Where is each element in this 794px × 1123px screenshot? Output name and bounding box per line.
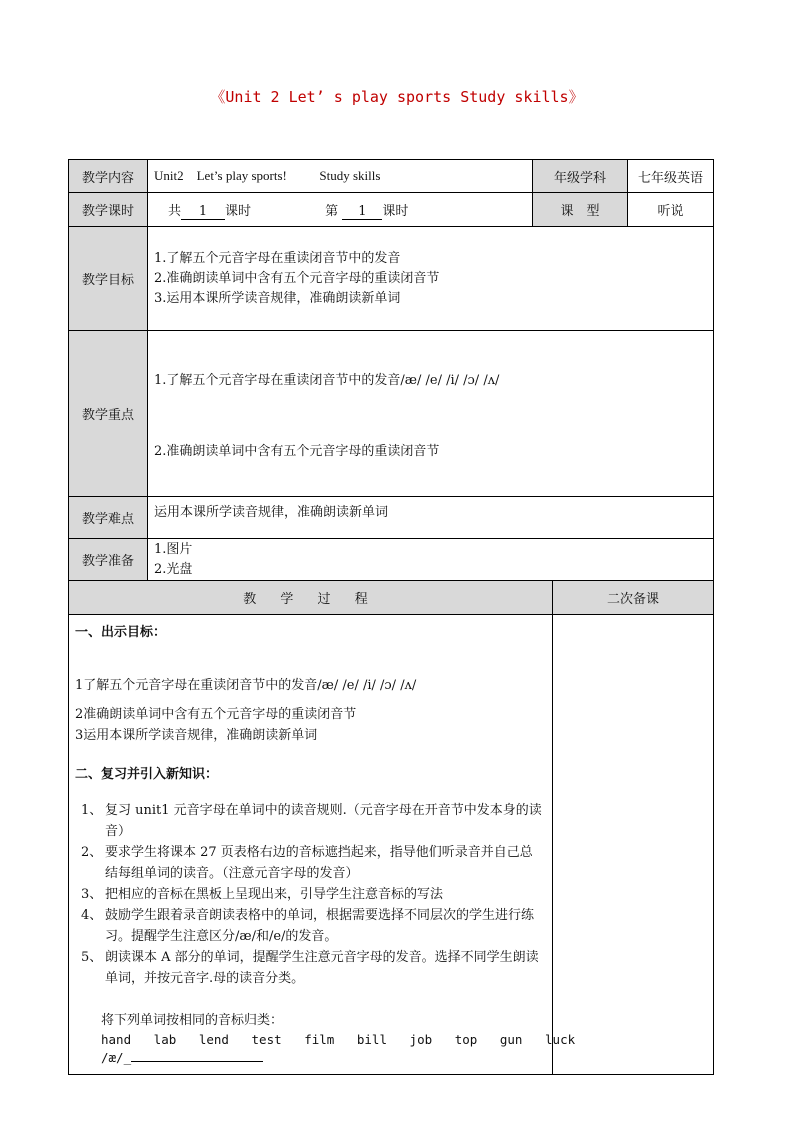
prep-item: 1.图片 (154, 541, 193, 557)
step-item: 2、 要求学生将课本 27 页表格右边的音标遮挡起来，指导他们听录音并自己总结每组单词的读音。（注意元音字母的发音） (81, 845, 533, 881)
prep-label: 教学准备 (69, 539, 148, 581)
grade-value: 七年级英语 (628, 160, 714, 193)
difficulty-label: 教学难点 (69, 497, 148, 539)
prep-item: 2.光盘 (154, 561, 193, 577)
row-prep (69, 539, 714, 581)
section1-title: 一、出示目标： (75, 625, 167, 640)
hours-index-suffix: 课时 (382, 203, 409, 219)
answer-blank[interactable] (131, 1049, 263, 1062)
type-label: 课 型 (533, 193, 628, 227)
second-prep-body (553, 615, 714, 1075)
step-item: 5、 朗读课本 A 部分的单词，提醒学生注意元音字母的发音。选择不同学生朗读单词，并按元音字.母的读音分类。 (81, 950, 539, 986)
content-label: 教学内容 (69, 160, 148, 193)
hours-index: 1 (342, 204, 382, 220)
row-goals (69, 227, 714, 331)
goals-label: 教学目标 (69, 227, 148, 331)
step-item: 3、 把相应的音标在黑板上呈现出来，引导学生注意音标的写法 (81, 887, 444, 902)
document-title: 《Unit 2 Let’ s play sports Study skills》 (210, 88, 584, 106)
row-hours (69, 193, 714, 227)
process-body (69, 615, 576, 1075)
hours-value (148, 193, 533, 227)
key-point: 1.了解五个元音字母在重读闭音节中的发音/æ/ /e/ /i/ /ɔ/ /ʌ/ (154, 372, 500, 388)
key-label: 教学重点 (69, 331, 148, 497)
row-process-body (69, 615, 714, 1075)
difficulty-value: 运用本课所学读音规律，准确朗读新单词 (148, 497, 714, 539)
hours-total: 1 (181, 204, 225, 220)
row-difficulty (69, 497, 714, 539)
goals-list (148, 227, 714, 331)
goal-item: 3.运用本课所学读音规律，准确朗读新单词 (154, 290, 401, 306)
second-prep-header: 二次备课 (553, 581, 714, 615)
exercise-blank: /æ/_ (75, 1049, 548, 1065)
exercise-words: hand lab lend test film bill job top gun luck (101, 1032, 576, 1047)
section1-item: 1了解五个元音字母在重读闭音节中的发音/æ/ /e/ /i/ /ɔ/ /ʌ/ (75, 678, 417, 693)
step-item: 1、 复习 unit1 元音字母在单词中的读音规则.（元音字母在开音节中发本身的读音） (81, 803, 542, 839)
section1-item: 3运用本课所学读音规律，准确朗读新单词 (75, 728, 318, 743)
hours-label: 教学课时 (69, 193, 148, 227)
exercise-title: 将下列单词按相同的音标归类： (101, 1013, 284, 1028)
lesson-plan-table (68, 159, 714, 1075)
row-content (69, 160, 714, 193)
key-point: 2.准确朗读单词中含有五个元音字母的重读闭音节 (154, 443, 440, 459)
key-points (148, 331, 714, 497)
goal-item: 2.准确朗读单词中含有五个元音字母的重读闭音节 (154, 270, 440, 286)
row-key-points (69, 331, 714, 497)
section2-steps (75, 800, 548, 989)
content-value: Unit2 Let’s play sports! Study skills (148, 160, 533, 193)
goal-item: 1.了解五个元音字母在重读闭音节中的发音 (154, 250, 401, 266)
prep-list (148, 539, 714, 581)
grade-label: 年级学科 (533, 160, 628, 193)
hours-index-prefix: 第 (325, 203, 339, 219)
process-header: 教 学 过 程 (69, 581, 553, 615)
hours-total-prefix: 共 (168, 203, 182, 219)
row-process-header (69, 581, 714, 615)
step-item: 4、 鼓励学生跟着录音朗读表格中的单词，根据需要选择不同层次的学生进行练习。提醒学生注意区分/æ/和/e/的发音。 (81, 908, 535, 944)
type-value: 听说 (628, 193, 714, 227)
section1-item: 2准确朗读单词中含有五个元音字母的重读闭音节 (75, 707, 357, 722)
section2-title: 二、复习并引入新知识： (75, 767, 219, 782)
hours-total-suffix: 课时 (225, 203, 252, 219)
